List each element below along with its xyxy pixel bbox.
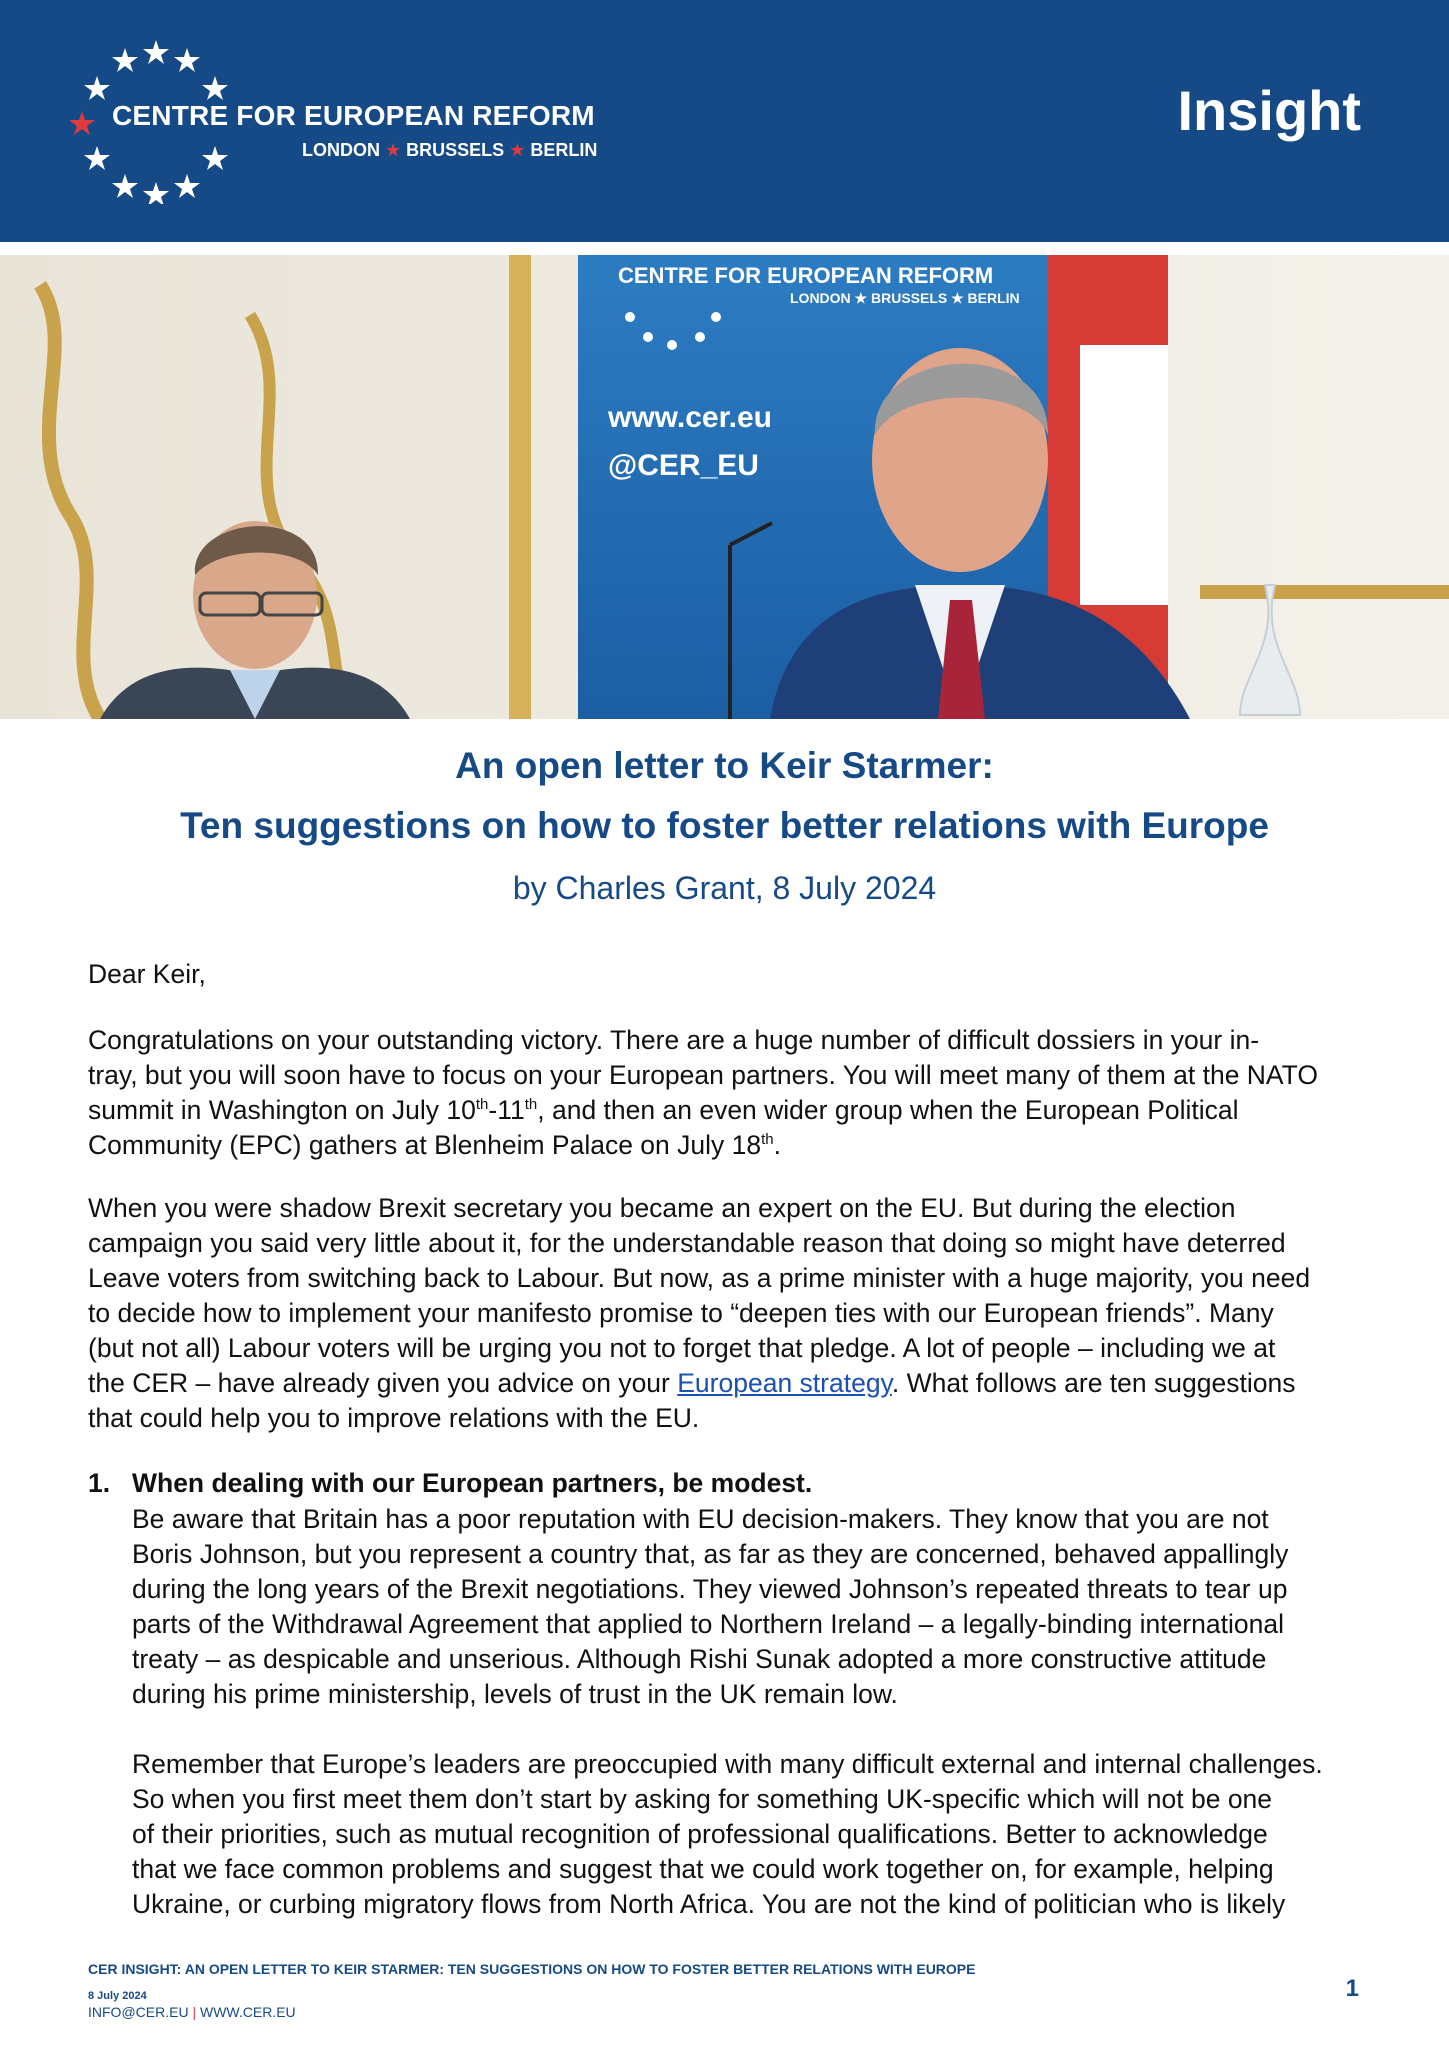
org-cities: LONDON ★ BRUSSELS ★ BERLIN	[302, 140, 598, 160]
page-number: 1	[1345, 1975, 1359, 2002]
section-label: Insight	[1177, 79, 1361, 142]
svg-text:@CER_EU: @CER_EU	[608, 449, 759, 482]
paragraph-context: When you were shadow Brexit secretary you became an expert on the EU. But during the election campaign you said very little about it, for the understandable reason that doing so might have deterred Leave voters from switching back to Labour. But now, as a prime minister with a huge majority, you need to decide how to implement your manifesto promise to “deepen ties with our European friends”. Many (but not all) Labour voters will be urging you not to forget that pledge. A lot of people – including we at the CER – have already given you advice on your European strategy. What follows are ten suggestions that could help you to improve relations with the EU.	[88, 1193, 1311, 1433]
suggestion-1-heading: 1. When dealing with our European partners, be modest.	[88, 1468, 813, 1498]
suggestion-1-paragraph-1: Be aware that Britain has a poor reputation with EU decision-makers. They know that you are not Boris Johnson, but you represent a country that, as far as they are concerned, behaved appallingly during the long years of the Brexit negotiations. They viewed Johnson’s repeated threats to tear up parts of the Withdrawal Agreement that applied to Northern Ireland – a legally-binding international treaty – as despicable and unserious. Although Rishi Sunak adopted a more constructive attitude during his prime ministership, levels of trust in the UK remain low.	[132, 1504, 1289, 1709]
svg-text:www.cer.eu: www.cer.eu	[608, 401, 772, 434]
svg-text:LONDON ★ BRUSSELS ★ BERLIN: LONDON ★ BRUSSELS ★ BERLIN	[790, 290, 1020, 306]
article-title-line1: An open letter to Keir Starmer:	[455, 745, 994, 786]
event-photo	[0, 255, 1449, 719]
paragraph-intro: Congratulations on your outstanding victory. There are a huge number of difficult dossiers in your in- tray, but you will soon have to focus on your European partners. You will meet many of them at the NATO summit in Washington on July 10th-11th, and then an even wider group when the European Political Community (EPC) gathers at Blenheim Palace on July 18th.	[88, 1025, 1318, 1160]
photo-illustration	[0, 255, 1449, 719]
header-band	[0, 0, 1449, 242]
footer-running-title: CER INSIGHT: AN OPEN LETTER TO KEIR STARMER: TEN SUGGESTIONS ON HOW TO FOSTER BETTER RELATIONS WITH EUROPE	[88, 1961, 976, 1977]
svg-text:CENTRE FOR EUROPEAN REFORM: CENTRE FOR EUROPEAN REFORM	[618, 263, 994, 288]
footer-date: 8 July 2024	[88, 1990, 147, 2002]
org-name: CENTRE FOR EUROPEAN REFORM	[112, 100, 595, 131]
article-title-line2: Ten suggestions on how to foster better relations with Europe	[180, 805, 1269, 846]
footer-email-link[interactable]: INFO@CER.EU	[88, 2004, 189, 2020]
article-byline: by Charles Grant, 8 July 2024	[512, 870, 937, 906]
salutation: Dear Keir,	[88, 959, 206, 989]
european-strategy-link[interactable]: European strategy	[677, 1368, 892, 1398]
footer-website-link[interactable]: WWW.CER.EU	[199, 2004, 296, 2020]
suggestion-1-paragraph-2: Remember that Europe’s leaders are preoccupied with many difficult external and internal challenges. So when you first meet them don’t start by asking for something UK-specific which will not be one of their priorities, such as mutual recognition of professional qualifications. Better to acknowledge that we face common problems and suggest that we could work together on, for example, helping Ukraine, or curbing migratory flows from North Africa. You are not the kind of politician who is likely	[132, 1749, 1323, 1919]
footer-contact: INFO@CER.EU | WWW.CER.EU	[88, 2004, 296, 2020]
